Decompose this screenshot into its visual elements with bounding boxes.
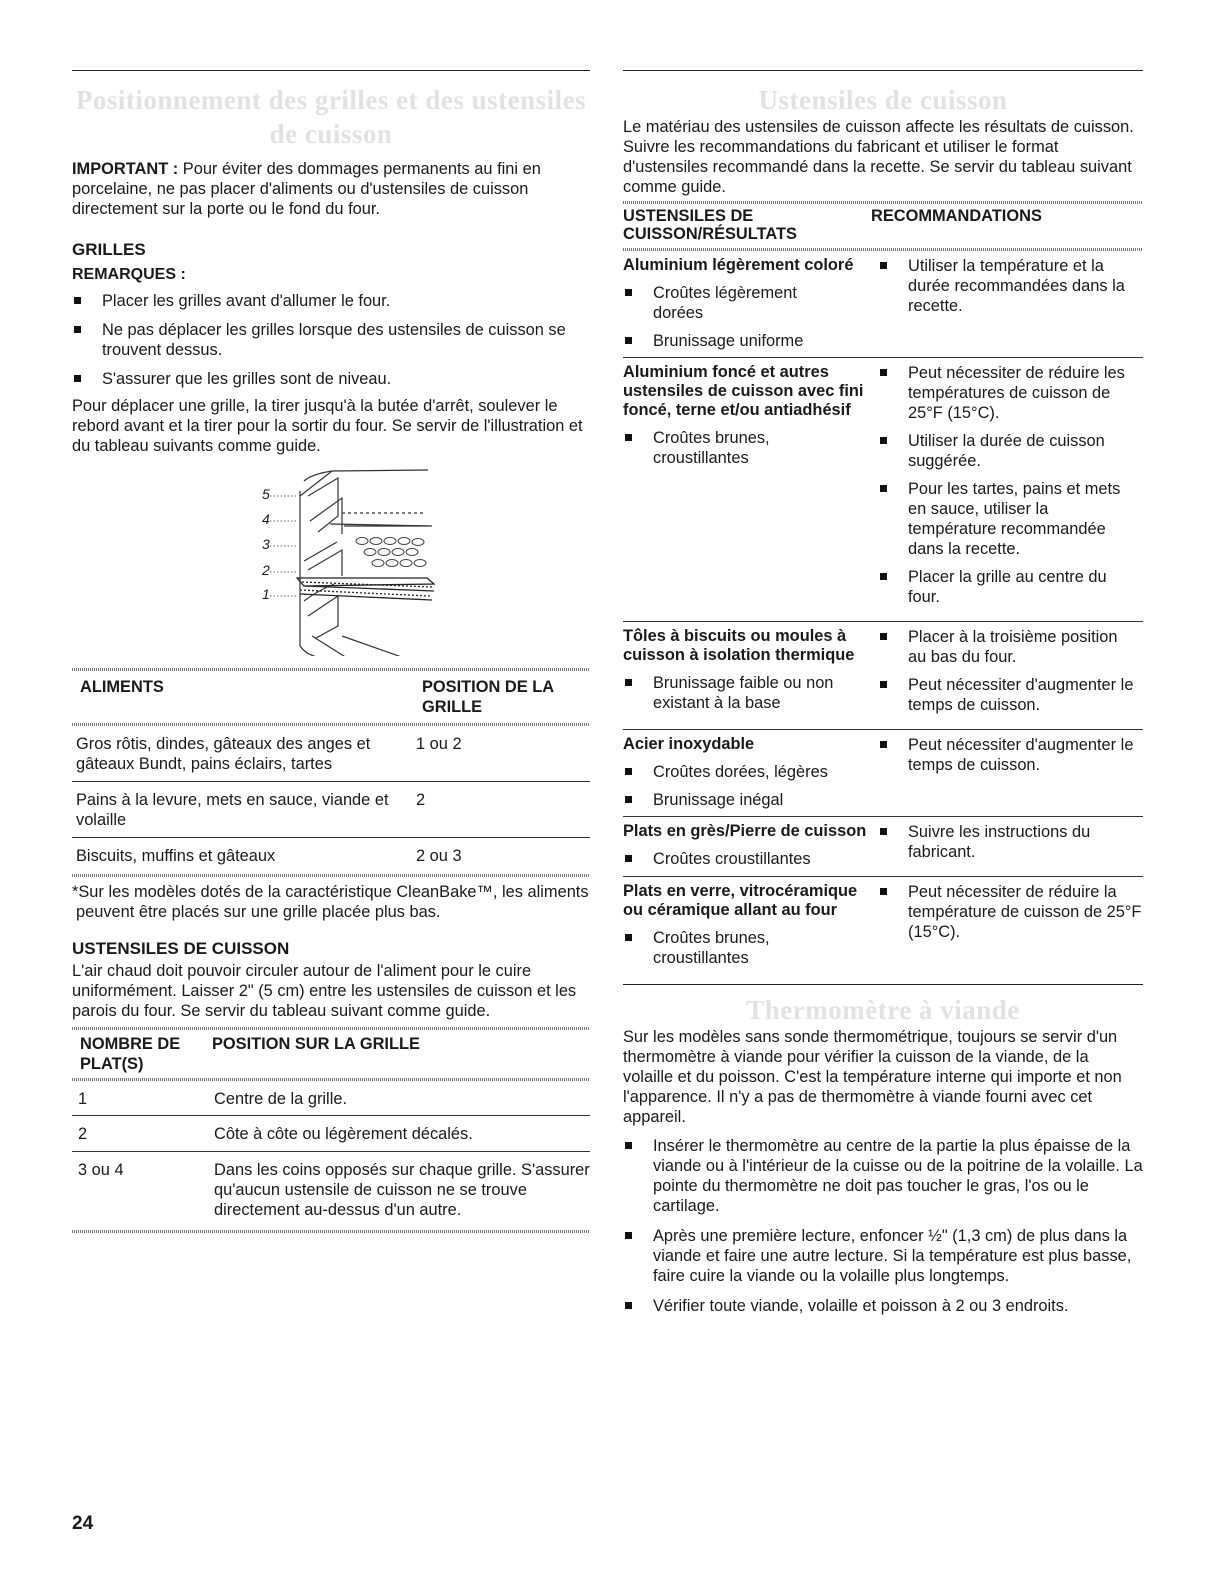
rack-label-2: 2: [262, 562, 270, 578]
list-item: Placer la grille au centre du four.: [878, 567, 1123, 607]
cookware-cell: [623, 363, 878, 615]
cookware-title: Aluminium légèrement coloré: [623, 256, 854, 274]
food-cell: Pains à la levure, mets en sauce, viande et volaille: [76, 791, 389, 829]
section-rule: [623, 70, 1143, 71]
list-item: Croûtes croustillantes: [623, 849, 878, 869]
position-cell: Centre de la grille.: [214, 1090, 348, 1108]
important-text: Pour éviter des dommages permanents au fini en porcelaine, ne pas placer d'aliments ou d'ustensiles de cuisson directement sur la porte ou le fond du four.: [72, 160, 541, 218]
header-position-sur-grille: POSITION SUR LA GRILLE: [212, 1035, 420, 1053]
oven-rack-drawing: [72, 466, 590, 656]
header-recommandations: RECOMMANDATIONS: [871, 207, 1042, 225]
section-title-positionnement: Positionnement des grilles et des ustensiles de cuisson: [75, 85, 587, 149]
results-list: [623, 762, 878, 810]
results-list: [623, 428, 878, 468]
recommendations-list: [878, 363, 1143, 607]
list-item: Après une première lecture, enfoncer ½" (1,3 cm) de plus dans la viande et faire une autre lecture. Si la température est plus basse, faire cuire la viande ou la volaille plus longtemps.: [623, 1226, 1143, 1286]
important-label: IMPORTANT :: [72, 160, 179, 178]
rack-label-3: 3: [262, 536, 270, 552]
recommendation-cell: [878, 256, 1143, 351]
plats-table: [72, 1032, 590, 1078]
cookware-title: Acier inoxydable: [623, 735, 755, 753]
position-cell: Côte à côte ou légèrement décalés.: [214, 1125, 473, 1143]
position-cell: 2: [416, 791, 426, 809]
count-cell: 2: [78, 1125, 88, 1143]
results-list: [623, 673, 878, 713]
aliments-table-body: [72, 726, 590, 874]
list-item: Croûtes brunes, croustillantes: [623, 428, 838, 468]
thermometre-intro: Sur les modèles sans sonde thermométrique, toujours se servir d'un thermomètre à viande pour vérifier la cuisson de la viande, de la volaille et du poisson. C'est la température interne qui importe et non l'apparence. Il n'y a pas de thermomètre à viande fourni avec cet appareil.: [623, 1028, 1122, 1126]
recommendations-list: [878, 822, 1143, 862]
food-cell: Gros rôtis, dindes, gâteaux des anges et gâteaux Bundt, pains éclairs, tartes: [76, 735, 371, 773]
recommendation-cell: [878, 822, 1143, 870]
left-column: [72, 70, 590, 1233]
table-row: [623, 730, 1143, 816]
recommendations-list: [878, 882, 1143, 942]
table-header-row: [72, 1032, 590, 1078]
important-paragraph: [72, 159, 590, 219]
table-row: [623, 877, 1143, 974]
list-item: Brunissage inégal: [623, 790, 878, 810]
cookware-title: Aluminium foncé et autres ustensiles de cuisson avec fini foncé, terne et/ou antiadhésif: [623, 363, 864, 419]
position-cell: Dans les coins opposés sur chaque grille. S'assurer qu'aucun ustensile de cuisson ne se trouve directement au-dessus d'un autre.: [214, 1161, 590, 1219]
remarques-heading: REMARQUES :: [72, 266, 186, 283]
recommendations-list: [878, 627, 1143, 715]
table-row: [623, 358, 1143, 621]
list-item: Pour les tartes, pains et mets en sauce, utiliser la température recommandée dans la recette.: [878, 479, 1123, 559]
recommendations-list: [878, 256, 1143, 316]
page-number: 24: [72, 1513, 94, 1534]
results-list: [623, 928, 878, 968]
ustensiles-intro: Le matériau des ustensiles de cuisson affecte les résultats de cuisson. Suivre les recommandations du fabricant et utiliser le format d'ustensiles recommandé dans la recette. Se servir du tableau suivant comme guide.: [623, 118, 1134, 196]
ustensiles-heading: USTENSILES DE CUISSON: [72, 939, 290, 958]
cookware-table-header: [623, 204, 1143, 248]
list-item: Utiliser la durée de cuisson suggérée.: [878, 431, 1123, 471]
grilles-heading: GRILLES: [72, 240, 146, 259]
header-ustensiles-resultats: USTENSILES DE CUISSON/RÉSULTATS: [623, 207, 797, 243]
recommendation-cell: [878, 363, 1143, 615]
count-cell: 3 ou 4: [78, 1161, 124, 1179]
cookware-title: Tôles à biscuits ou moules à cuisson à isolation thermique: [623, 627, 855, 664]
section-rule: [623, 984, 1143, 985]
list-item: Vérifier toute viande, volaille et poisson à 2 ou 3 endroits.: [623, 1296, 1143, 1316]
cookware-title: Plats en verre, vitrocéramique ou céramique allant au four: [623, 882, 858, 919]
header-nombre-plats: NOMBRE DE PLAT(S): [80, 1035, 181, 1073]
section-title-ustensiles: Ustensiles de cuisson: [758, 85, 1008, 115]
list-item: Placer les grilles avant d'allumer le four.: [72, 291, 590, 311]
results-list: [623, 849, 878, 869]
list-item: Placer à la troisième position au bas du four.: [878, 627, 1133, 667]
thermometre-list: [623, 1136, 1143, 1316]
recommendations-list: [878, 735, 1143, 775]
table-bottom-rule: [72, 874, 590, 877]
list-item: Peut nécessiter d'augmenter le temps de cuisson.: [878, 735, 1143, 775]
table-header-row: [72, 675, 590, 723]
list-item: Peut nécessiter de réduire la température de cuisson de 25°F (15°C).: [878, 882, 1143, 942]
cookware-cell: [623, 627, 878, 723]
table-bottom-rule: [72, 1230, 590, 1233]
list-item: Croûtes dorées, légères: [623, 762, 878, 782]
list-item: Brunissage uniforme: [623, 331, 878, 351]
table-row: [72, 838, 590, 875]
table-top-rule: [72, 1027, 590, 1030]
food-cell: Biscuits, muffins et gâteaux: [76, 847, 276, 865]
right-column: [623, 70, 1143, 1316]
list-item: Brunissage faible ou non existant à la base: [623, 673, 878, 713]
cookware-table: [623, 251, 1143, 974]
section-rule: [72, 70, 590, 71]
recommendation-cell: [878, 627, 1143, 723]
cookware-cell: [623, 256, 878, 351]
recommendation-cell: [878, 735, 1143, 810]
oven-rack-illustration: [72, 466, 590, 656]
plats-table-body: [72, 1081, 590, 1230]
list-item: Utiliser la température et la durée recommandées dans la recette.: [878, 256, 1143, 316]
table-top-rule: [72, 668, 590, 671]
cleanbake-footnote: *Sur les modèles dotés de la caractéristique CleanBake™, les aliments peuvent être placés sur une grille placée plus bas.: [72, 883, 589, 921]
cookware-cell: [623, 822, 878, 870]
list-item: Croûtes légèrement dorées: [623, 283, 838, 323]
list-item: Peut nécessiter d'augmenter le temps de cuisson.: [878, 675, 1143, 715]
table-row: [72, 1081, 590, 1116]
table-row: [72, 1152, 590, 1231]
rack-label-5: 5: [262, 486, 270, 502]
table-row: [623, 251, 1143, 357]
recommendation-cell: [878, 882, 1143, 968]
table-row: [623, 817, 1143, 876]
remarques-list: [72, 291, 590, 389]
table-row: [72, 1116, 590, 1152]
position-cell: 2 ou 3: [416, 847, 462, 865]
cookware-cell: [623, 882, 878, 968]
cookware-title: Plats en grès/Pierre de cuisson: [623, 822, 867, 840]
deplacer-paragraph: Pour déplacer une grille, la tirer jusqu'à la butée d'arrêt, soulever le rebord avant et la tirer pour la sortir du four. Se servir de l'illustration et du tableau suivants comme guide.: [72, 397, 583, 455]
list-item: Suivre les instructions du fabricant.: [878, 822, 1123, 862]
list-item: Peut nécessiter de réduire les températures de cuisson de 25°F (15°C).: [878, 363, 1143, 423]
cookware-cell: [623, 735, 878, 810]
ustensiles-paragraph: L'air chaud doit pouvoir circuler autour de l'aliment pour le cuire uniformément. Laisser 2" (5 cm) entre les ustensiles de cuisson et les parois du four. Se servir du tableau suivant comme guide.: [72, 962, 577, 1020]
list-item: Croûtes brunes, croustillantes: [623, 928, 838, 968]
rack-label-1: 1: [262, 586, 270, 602]
position-cell: 1 ou 2: [416, 735, 462, 753]
list-item: Insérer le thermomètre au centre de la partie la plus épaisse de la viande ou à l'intérieur de la cuisse ou de la poitrine de la volaille. La pointe du thermomètre ne doit pas toucher le gras, l'os ou le cartilage.: [623, 1136, 1143, 1216]
list-item: Ne pas déplacer les grilles lorsque des ustensiles de cuisson se trouvent dessus.: [72, 320, 590, 360]
header-position-grille: POSITION DE LA GRILLE: [422, 678, 554, 716]
header-aliments: ALIMENTS: [80, 678, 164, 696]
results-list: [623, 283, 878, 351]
section-title-thermometre: Thermomètre à viande: [746, 995, 1020, 1025]
table-row: [72, 782, 590, 838]
list-item: S'assurer que les grilles sont de niveau.: [72, 369, 590, 389]
aliments-table: [72, 675, 590, 723]
table-row: [623, 622, 1143, 729]
rack-label-4: 4: [262, 511, 270, 527]
count-cell: 1: [78, 1090, 88, 1108]
table-row: [72, 726, 590, 782]
